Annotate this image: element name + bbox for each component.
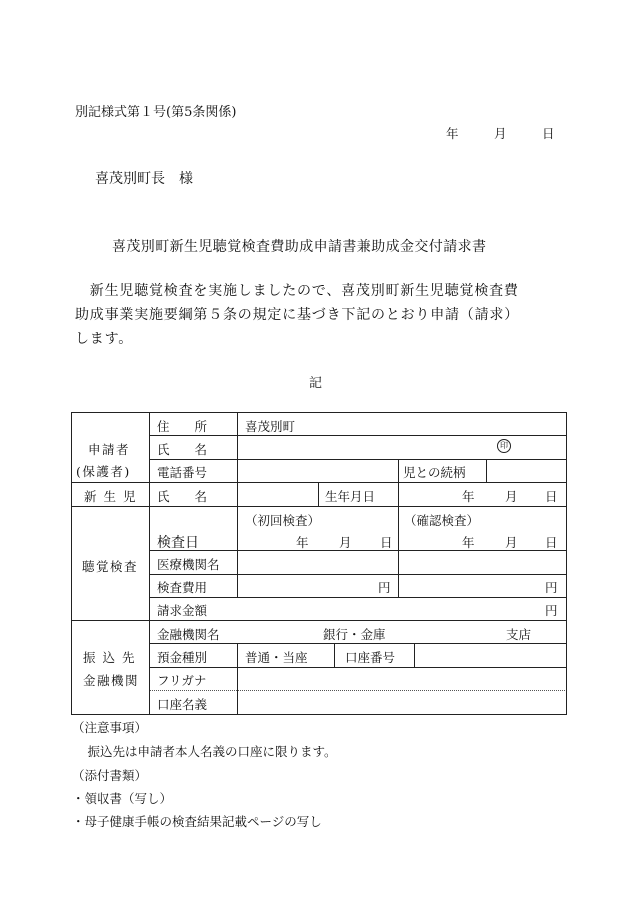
account-number-label: 口座番号 bbox=[345, 650, 396, 665]
ki-label: 記 bbox=[309, 376, 323, 391]
newborn-name-label: 氏 名 bbox=[157, 489, 208, 504]
attachments-title: （添付書類） bbox=[72, 768, 148, 783]
confirm-test-label: （確認検査） bbox=[404, 513, 480, 528]
guardian-label: (保護者) bbox=[76, 464, 131, 479]
newborn-label: 新 生 児 bbox=[84, 489, 137, 504]
birth-month-label: 月 bbox=[505, 489, 518, 504]
first-month-label: 月 bbox=[339, 535, 352, 550]
seal-icon: 印 bbox=[497, 439, 511, 453]
body-line-1: 新生児聴覚検査を実施しましたので、喜茂別町新生児聴覚検査費 bbox=[75, 283, 519, 299]
first-day-label: 日 bbox=[380, 535, 393, 550]
confirm-month-label: 月 bbox=[505, 535, 518, 550]
body-line-2: 助成事業実施要綱第５条の規定に基づき下記のとおり申請（請求） bbox=[75, 307, 519, 323]
financial-inst-group-label: 金融機関 bbox=[83, 673, 140, 688]
medical-inst-label: 医療機関名 bbox=[157, 557, 220, 572]
branch-text: 支店 bbox=[506, 627, 532, 642]
bank-type-text: 銀行・金庫 bbox=[323, 627, 386, 642]
deposit-type-label: 預金種別 bbox=[157, 650, 208, 665]
applicant-label: 申請者 bbox=[88, 442, 131, 457]
form-number: 別記様式第１号(第5条関係) bbox=[75, 105, 237, 120]
caution-title: （注意事項） bbox=[72, 720, 148, 735]
test-date-label: 検査日 bbox=[157, 535, 199, 551]
hearing-test-label: 聴覚検査 bbox=[82, 559, 139, 574]
birth-year-label: 年 bbox=[462, 489, 475, 504]
transfer-label: 振 込 先 bbox=[83, 650, 136, 665]
date-day-label: 日 bbox=[542, 126, 555, 141]
attachment-item: ・母子健康手帳の検査結果記載ページの写し bbox=[72, 814, 322, 829]
first-year-label: 年 bbox=[296, 535, 309, 550]
relation-label: 児との続柄 bbox=[403, 465, 466, 480]
deposit-type-value: 普通・当座 bbox=[245, 650, 308, 665]
attachment-item: ・領収書（写し） bbox=[72, 791, 173, 806]
address-label: 住 所 bbox=[157, 419, 208, 434]
confirm-year-label: 年 bbox=[462, 535, 475, 550]
confirm-cost-yen: 円 bbox=[545, 580, 558, 595]
date-year-label: 年 bbox=[446, 126, 459, 141]
furigana-label: フリガナ bbox=[157, 673, 207, 688]
claim-amount-yen: 円 bbox=[545, 603, 558, 618]
confirm-day-label: 日 bbox=[545, 535, 558, 550]
birth-day-label: 日 bbox=[545, 489, 558, 504]
date-month-label: 月 bbox=[494, 126, 507, 141]
bank-name-label: 金融機関名 bbox=[157, 627, 220, 642]
first-test-label: （初回検査） bbox=[245, 513, 321, 528]
first-cost-yen: 円 bbox=[378, 580, 391, 595]
phone-label: 電話番号 bbox=[157, 465, 208, 480]
birthdate-label: 生年月日 bbox=[325, 489, 376, 504]
page-title: 喜茂別町新生児聴覚検査費助成申請書兼助成金交付請求書 bbox=[112, 239, 487, 255]
test-cost-label: 検査費用 bbox=[157, 580, 208, 595]
address-value: 喜茂別町 bbox=[245, 419, 296, 434]
caution-text: 振込先は申請者本人名義の口座に限ります。 bbox=[75, 744, 337, 759]
claim-amount-label: 請求金額 bbox=[157, 603, 208, 618]
body-line-3: します。 bbox=[75, 331, 134, 347]
account-holder-label: 口座名義 bbox=[157, 697, 208, 712]
applicant-name-label: 氏 名 bbox=[157, 442, 208, 457]
addressee: 喜茂別町長 様 bbox=[95, 171, 193, 187]
